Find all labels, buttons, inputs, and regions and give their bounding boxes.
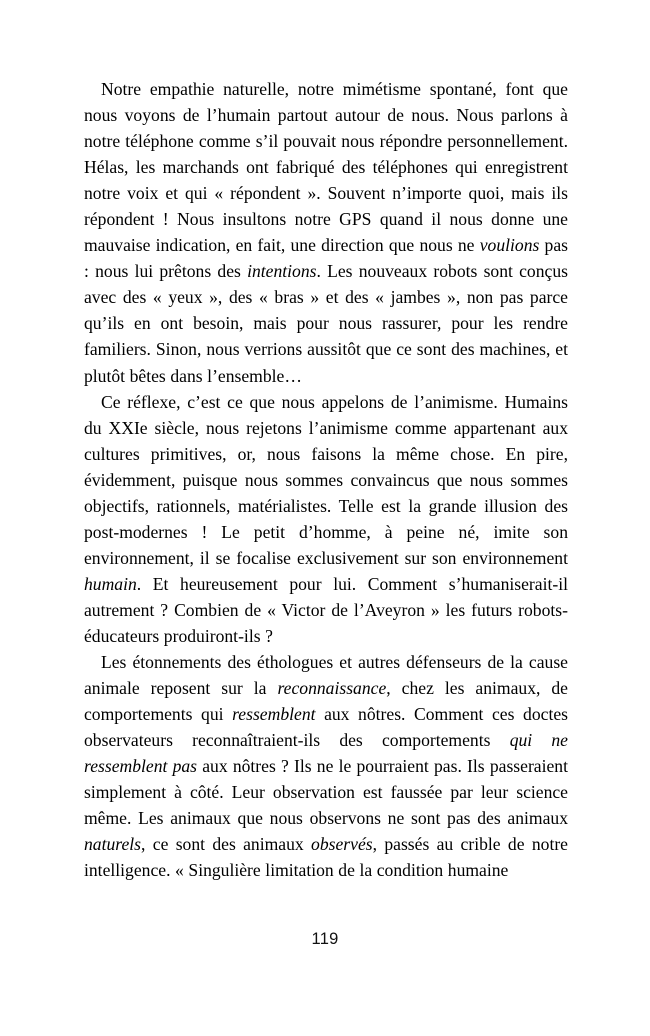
body-text: . Les nouveaux robots sont conçus avec des « yeux », des « bras » et des « jambes », non pas parce qu’ils en ont besoin, mais pour nous rassurer, pour les rendre familiers. Sinon, nous verrions aussitôt que ce sont des machines, et plutôt bêtes dans l’ensemble… — [84, 261, 568, 386]
emphasis-text: reconnaissance — [277, 678, 387, 699]
body-text: Notre empathie naturelle, notre mimétisme spontané, font que nous voyons de l’humain partout autour de nous. Nous parlons à notre téléphone comme s’il pouvait nous répondre personnellement. Hélas, les marchands ont fabriqué des téléphones qui enregistrent notre voix et qui « répondent ». Souvent n’importe quoi, mais ils répondent ! Nous insultons notre GPS quand il nous donne une mauvaise indication, en fait, une direction que nous ne — [84, 79, 568, 256]
body-text: . Et heureusement pour lui. Comment s’humaniserait-il autrement ? Combien de « Victor de l’Aveyron » les futurs robots-éducateurs produiront-ils ? — [84, 573, 568, 646]
body-text: , ce sont des animaux — [141, 834, 312, 855]
emphasis-text: observés — [311, 834, 373, 855]
body-text: aux nôtres ? Ils ne le pourraient pas. Ils passeraient simplement à côté. Leur observation est faussée par leur science même. Les animaux que nous observons ne sont pas des animaux — [84, 756, 568, 829]
body-text: Les étonnements des éthologues et autres défenseurs de la cause animale reposent sur la — [84, 652, 568, 699]
page-body-text — [84, 76, 568, 883]
body-text: aux nôtres. Comment ces doctes observateurs reconnaîtraient-ils des comportements — [84, 704, 568, 751]
emphasis-text: intentions — [247, 261, 317, 282]
emphasis-text: ressemblent — [232, 704, 316, 725]
body-text: , chez les animaux, de comportements qui — [84, 678, 568, 725]
paragraph — [84, 389, 568, 649]
emphasis-text: humain — [84, 573, 137, 594]
paragraph — [84, 76, 568, 389]
paragraph — [84, 649, 568, 883]
body-text: , passés au crible de notre intelligence. « Singulière limitation de la condition humaine — [84, 834, 568, 881]
emphasis-text: qui ne ressemblent pas — [84, 730, 568, 777]
page-number: 119 — [311, 930, 339, 948]
emphasis-text: voulions — [479, 235, 540, 256]
emphasis-text: naturels — [84, 834, 142, 855]
body-text: Ce réflexe, c’est ce que nous appelons de l’animisme. Humains du XXIe siècle, nous rejetons l’animisme comme appartenant aux cultures primitives, or, nous faisons la même chose. En pire, évidemment, puisque nous sommes convaincus que nous sommes objectifs, rationnels, matérialistes. Telle est la grande illusion des post-modernes ! Le petit d’homme, à peine né, imite son environnement, il se focalise exclusivement sur son environnement — [84, 391, 568, 568]
body-text: pas : nous lui prêtons des — [84, 235, 569, 282]
